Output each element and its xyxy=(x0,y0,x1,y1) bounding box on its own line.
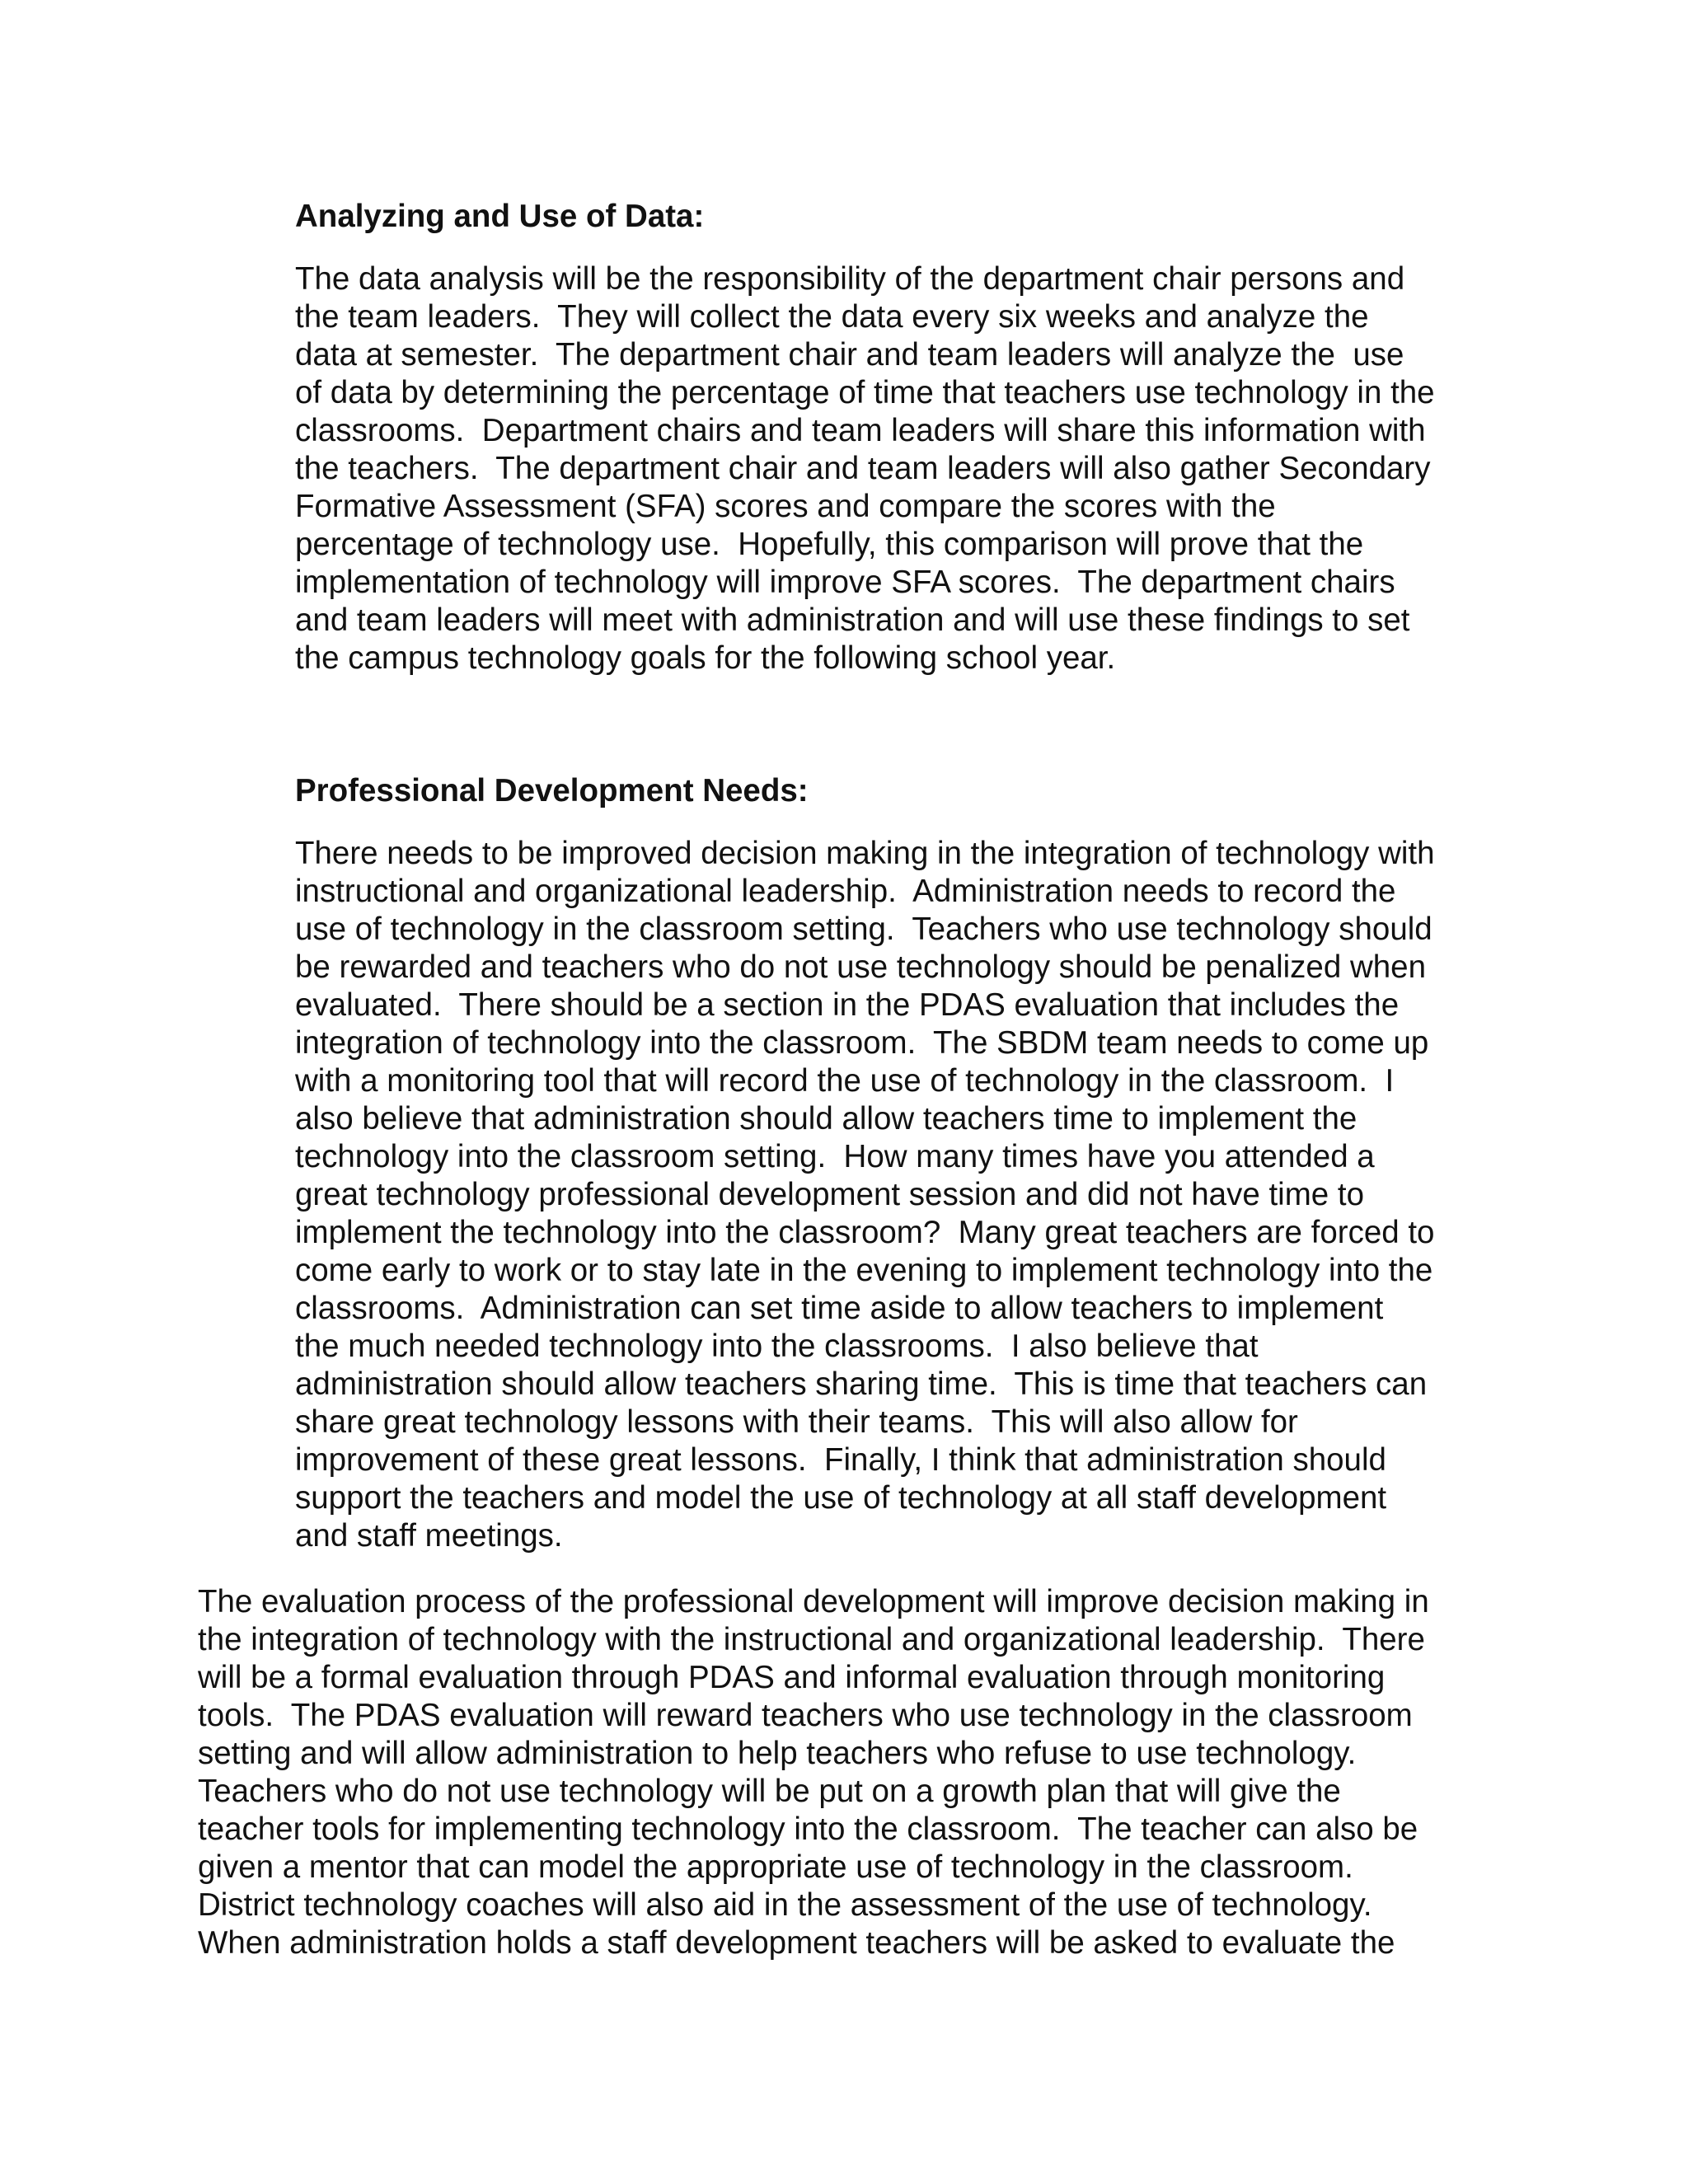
paragraph-line: support the teachers and model the use of technology at all staff development xyxy=(295,1480,1387,1516)
paragraph-line: will be a formal evaluation through PDAS and informal evaluation through monitoring xyxy=(198,1660,1386,1695)
paragraph-line: administration should allow teachers sharing time. This is time that teachers can xyxy=(295,1366,1428,1402)
section-heading-analyzing-data: Analyzing and Use of Data: xyxy=(295,199,705,234)
paragraph-line: with a monitoring tool that will record the use of technology in the classroom. I xyxy=(295,1063,1395,1099)
paragraph-line: evaluated. There should be a section in the PDAS evaluation that includes the xyxy=(295,987,1400,1023)
paragraph-line: implementation of technology will improve SFA scores. The department chairs xyxy=(295,565,1395,600)
paragraph-line: Formative Assessment (SFA) scores and compare the scores with the xyxy=(295,489,1276,524)
paragraph-line: teacher tools for implementing technology into the classroom. The teacher can also be xyxy=(198,1811,1418,1847)
paragraph-line: technology into the classroom setting. How many times have you attended a xyxy=(295,1139,1375,1174)
paragraph-line: the teachers. The department chair and team leaders will also gather Secondary xyxy=(295,451,1431,486)
paragraph-line: The data analysis will be the responsibility of the department chair persons and xyxy=(295,261,1405,297)
paragraph-line: the much needed technology into the classrooms. I also believe that xyxy=(295,1329,1259,1364)
section-heading-professional-development: Professional Development Needs: xyxy=(295,773,809,808)
paragraph-line: implement the technology into the classroom? Many great teachers are forced to xyxy=(295,1215,1435,1250)
paragraph-line: District technology coaches will also aid in the assessment of the use of technology. xyxy=(198,1887,1372,1923)
paragraph-line: also believe that administration should allow teachers time to implement the xyxy=(295,1101,1357,1137)
paragraph-line: percentage of technology use. Hopefully, this comparison will prove that the xyxy=(295,527,1364,562)
paragraph-line: classrooms. Administration can set time aside to allow teachers to implement xyxy=(295,1291,1384,1326)
paragraph-line: integration of technology into the classroom. The SBDM team needs to come up xyxy=(295,1025,1429,1061)
paragraph-line: When administration holds a staff development teachers will be asked to evaluate the xyxy=(198,1925,1395,1961)
paragraph-line: of data by determining the percentage of time that teachers use technology in the xyxy=(295,375,1435,410)
paragraph-line: instructional and organizational leadership. Administration needs to record the xyxy=(295,874,1396,909)
paragraph-line: data at semester. The department chair and team leaders will analyze the use xyxy=(295,337,1404,373)
paragraph-line: share great technology lessons with their teams. This will also allow for xyxy=(295,1404,1298,1440)
paragraph-line: and staff meetings. xyxy=(295,1518,563,1554)
paragraph-line: setting and will allow administration to help teachers who refuse to use technology. xyxy=(198,1736,1357,1771)
paragraph-line: classrooms. Department chairs and team leaders will share this information with xyxy=(295,413,1426,448)
paragraph-line: the team leaders. They will collect the data every six weeks and analyze the xyxy=(295,299,1369,335)
paragraph-line: The evaluation process of the professional development will improve decision making in xyxy=(198,1584,1429,1619)
paragraph-line: Teachers who do not use technology will be put on a growth plan that will give the xyxy=(198,1774,1341,1809)
paragraph-line: and team leaders will meet with administration and will use these findings to set xyxy=(295,602,1410,638)
paragraph-line: tools. The PDAS evaluation will reward teachers who use technology in the classroom xyxy=(198,1698,1413,1733)
paragraph-line: improvement of these great lessons. Finally, I think that administration should xyxy=(295,1442,1386,1478)
paragraph-line: be rewarded and teachers who do not use technology should be penalized when xyxy=(295,949,1426,985)
paragraph-line: come early to work or to stay late in the evening to implement technology into the xyxy=(295,1253,1433,1288)
paragraph-line: great technology professional development session and did not have time to xyxy=(295,1177,1364,1212)
paragraph-line: given a mentor that can model the appropriate use of technology in the classroom. xyxy=(198,1849,1353,1885)
paragraph-line: use of technology in the classroom setting. Teachers who use technology should xyxy=(295,912,1432,947)
paragraph-line: the campus technology goals for the following school year. xyxy=(295,640,1116,676)
paragraph-line: the integration of technology with the instructional and organizational leadership. There xyxy=(198,1622,1425,1657)
paragraph-line: There needs to be improved decision making in the integration of technology with xyxy=(295,836,1435,871)
